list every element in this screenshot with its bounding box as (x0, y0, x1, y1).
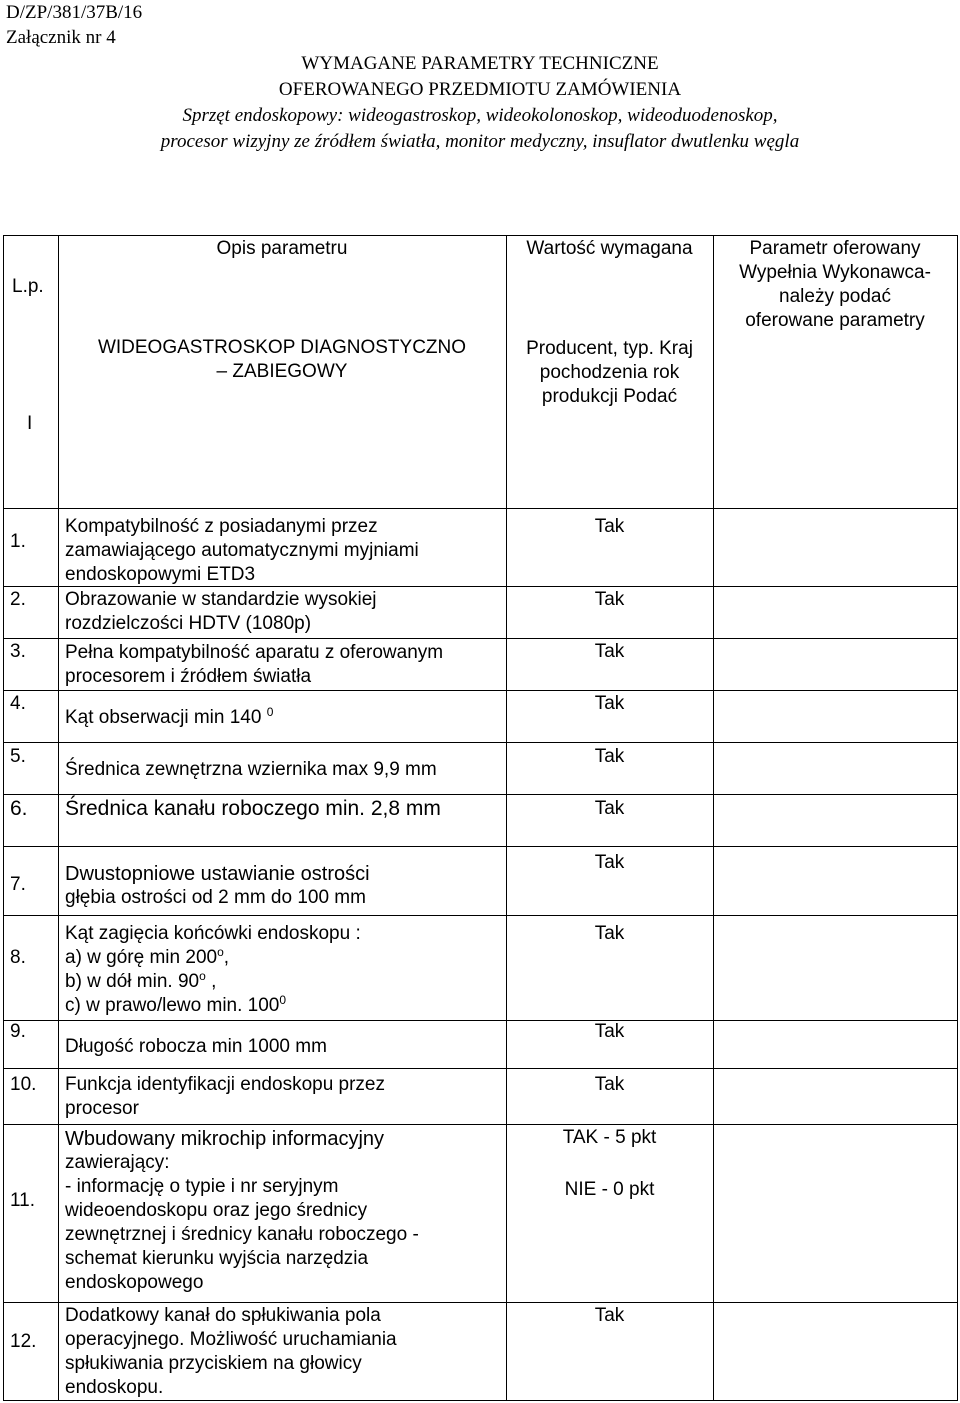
row-description: Średnica zewnętrzna wziernika max 9,9 mm (65, 759, 437, 780)
row-required-value: Tak (594, 693, 625, 714)
header-offered-line-2: Wypełnia Wykonawca- (739, 262, 931, 283)
document-reference (6, 0, 142, 50)
device-name-line-1: WIDEOGASTROSKOP DIAGNOSTYCZNO (97, 337, 467, 358)
row-required-value: Tak (594, 798, 625, 819)
row-required-value: Tak (594, 516, 625, 537)
row-description: Kąt zagięcia końcówki endoskopu : a) w górę min 200$^o$, b) w dół min. 90$^o$ , c) w prawo/lewo min. $100^0$ (65, 923, 361, 1016)
device-name-line-2: – ZABIEGOWY (216, 361, 348, 382)
row-required-value: Tak (594, 641, 625, 662)
producer-line-1: Producent, typ. Kraj (526, 338, 693, 359)
header-description: Opis parametru (216, 238, 348, 259)
row-required-value: Tak (594, 1074, 625, 1095)
header-offered-line-3: należy podać (779, 286, 891, 307)
reference-number: D/ZP/381/37B/16 (6, 2, 143, 23)
row-description: Średnica kanału roboczego min. 2,8 mm (65, 797, 441, 820)
header-required-value: Wartość wymagana (526, 238, 693, 259)
row-number: 5. (10, 746, 26, 767)
producer-info (506, 337, 713, 409)
attachment-label: Załącznik nr 4 (6, 27, 116, 48)
title-line-2: OFEROWANEGO PRZEDMIOTU ZAMÓWIENIA (278, 79, 682, 100)
row-number: 1. (10, 531, 26, 552)
row-required-value: Tak (594, 1305, 625, 1326)
row-required-value: Tak (594, 923, 625, 944)
row-required-value: Tak (594, 1021, 625, 1042)
subtitle-line-2: procesor wizyjny ze źródłem światła, monitor medyczny, insuflator dwutlenku węgla (160, 131, 800, 152)
header-offered-parameter (713, 237, 957, 333)
row-required-value: Tak (594, 746, 625, 767)
row-description: Obrazowanie w standardzie wysokiej rozdzielczości HDTV (1080p) (65, 589, 377, 634)
row-required-value: Tak (594, 589, 625, 610)
row-number: 3. (10, 641, 26, 662)
row-description: Kąt obserwacji min 140 $^0$ (65, 705, 274, 728)
row-description: Dwustopniowe ustawianie ostrości głębia ostrości od 2 mm do 100 mm (65, 863, 370, 908)
row-number: 12. (10, 1331, 37, 1352)
row-number: 10. (10, 1074, 37, 1095)
row-number: 7. (10, 874, 26, 895)
device-name (58, 336, 506, 384)
row-number: 11. (10, 1190, 36, 1211)
subtitle-line-1: Sprzęt endoskopowy: wideogastroskop, wideokolonoskop, wideoduodenoskop, (182, 105, 778, 126)
row-number: 6. (10, 797, 28, 820)
row-description: Pełna kompatybilność aparatu z oferowanym procesorem i źródłem światła (65, 642, 444, 687)
row-description: Wbudowany mikrochip informacyjny zawierający: - informację o typie i nr seryjnym wideoendoskopu oraz jego średnicy zewnętrznej i średnicy kanału roboczego - schemat kierunku wyjścia narzędzia endoskopowego (65, 1128, 419, 1293)
row-description: Długość robocza min 1000 mm (65, 1036, 327, 1057)
row-number: 9. (10, 1021, 26, 1042)
row-description: Dodatkowy kanał do spłukiwania pola operacyjnego. Możliwość uruchamiania spłukiwania przyciskiem na głowicy endoskopu. (65, 1305, 397, 1398)
row-required-value: TAK - 5 pkt (562, 1127, 657, 1148)
header-offered-line-4: oferowane parametry (745, 310, 925, 331)
row-description: Funkcja identyfikacji endoskopu przez procesor (65, 1074, 386, 1119)
header-offered-line-1: Parametr oferowany (749, 238, 921, 259)
row-required-value-alt: NIE - 0 pkt (564, 1179, 655, 1200)
row-description: Kompatybilność z posiadanymi przez zamawiającego automatycznymi myjniami endoskopowymi ETD3 (65, 516, 419, 585)
header-lp: L.p. (12, 276, 44, 297)
row-number: 2. (10, 589, 26, 610)
producer-line-3: produkcji Podać (541, 386, 678, 407)
document-title (0, 51, 960, 155)
producer-line-2: pochodzenia rok (539, 362, 680, 383)
header-section-number: I (27, 413, 33, 434)
row-required-value: Tak (594, 852, 625, 873)
row-number: 4. (10, 693, 26, 714)
title-line-1: WYMAGANE PARAMETRY TECHNICZNE (301, 53, 659, 74)
row-number: 8. (10, 947, 26, 968)
